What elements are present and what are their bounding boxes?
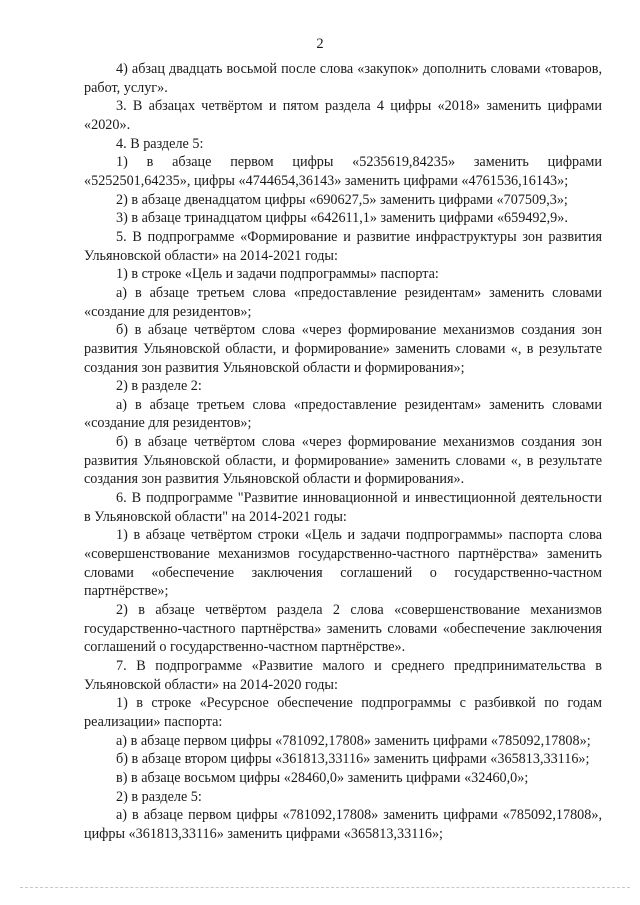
paragraph: 4. В разделе 5: [116, 135, 204, 152]
paragraph: в) в абзаце восьмом цифры «28460,0» заменить цифрами «32460,0»; [116, 769, 529, 786]
paragraph: а) в абзаце третьем слова «предоставление резидентам» заменить словами «создание для резидентов»; [84, 396, 602, 432]
scan-artifact-line [20, 887, 630, 888]
paragraph: 2) в разделе 2: [116, 378, 202, 395]
page-number: 2 [316, 36, 324, 52]
paragraph: 2) в абзаце четвёртом раздела 2 слова «совершенствование механизмов государственно-частного партнёрства» заменить словами «обеспечение заключения соглашений о государственно-частном партнёрстве». [84, 602, 602, 656]
document-body [84, 60, 602, 844]
paragraph: 2) в абзаце двенадцатом цифры «690627,5» заменить цифрами «707509,3»; [116, 191, 568, 208]
paragraph: б) в абзаце четвёртом слова «через формирование механизмов создания зон развития Ульяновской области, и формирование» заменить словами «, в результате создания зон развития Ульяновской области и формирования». [84, 434, 602, 488]
paragraph: 6. В подпрограмме "Развитие инновационной и инвестиционной деятельности в Ульяновской области" на 2014-2021 годы: [84, 490, 602, 525]
paragraph: б) в абзаце четвёртом слова «через формирование механизмов создания зон развития Ульяновской области, и формирование» заменить словами «, в результате создания зон развития Ульяновской области и формирования»; [84, 322, 602, 376]
paragraph: 1) в строке «Цель и задачи подпрограммы» паспорта: [116, 266, 439, 283]
paragraph: 1) в строке «Ресурсное обеспечение подпрограммы с разбивкой по годам реализации» паспорта: [84, 695, 602, 730]
paragraph: 4) абзац двадцать восьмой после слова «закупок» дополнить словами «товаров, работ, услуг». [84, 61, 602, 96]
paragraph: 2) в разделе 5: [116, 788, 202, 805]
paragraph: 7. В подпрограмме «Развитие малого и среднего предпринимательства в Ульяновской области» на 2014-2020 годы: [84, 658, 602, 693]
paragraph: а) в абзаце третьем слова «предоставление резидентам» заменить словами «создание для резидентов»; [84, 284, 602, 320]
paragraph: б) в абзаце втором цифры «361813,33116» заменить цифрами «365813,33116»; [116, 751, 590, 768]
paragraph: а) в абзаце первом цифры «781092,17808» заменить цифрами «785092,17808»; [116, 732, 591, 749]
paragraph: 1) в абзаце первом цифры «5235619,84235» заменить цифрами «5252501,64235», цифры «4744654,36143» заменить цифрами «4761536,16143»; [84, 154, 602, 189]
paragraph: 5. В подпрограмме «Формирование и развитие инфраструктуры зон развития Ульяновской области» на 2014-2021 годы: [84, 228, 602, 264]
paragraph: 3) в абзаце тринадцатом цифры «642611,1» заменить цифрами «659492,9». [116, 210, 568, 227]
paragraph: 3. В абзацах четвёртом и пятом раздела 4 цифры «2018» заменить цифрами «2020». [84, 98, 602, 133]
paragraph: 1) в абзаце четвёртом строки «Цель и задачи подпрограммы» паспорта слова «совершенствование механизмов государственно-частного партнёрства» заменить словами «обеспечение заключения соглашений о государственно-частном партнёрстве»; [84, 527, 602, 600]
paragraph: а) в абзаце первом цифры «781092,17808» заменить цифрами «785092,17808», цифры «361813,33116» заменить цифрами «365813,33116»; [84, 807, 602, 842]
